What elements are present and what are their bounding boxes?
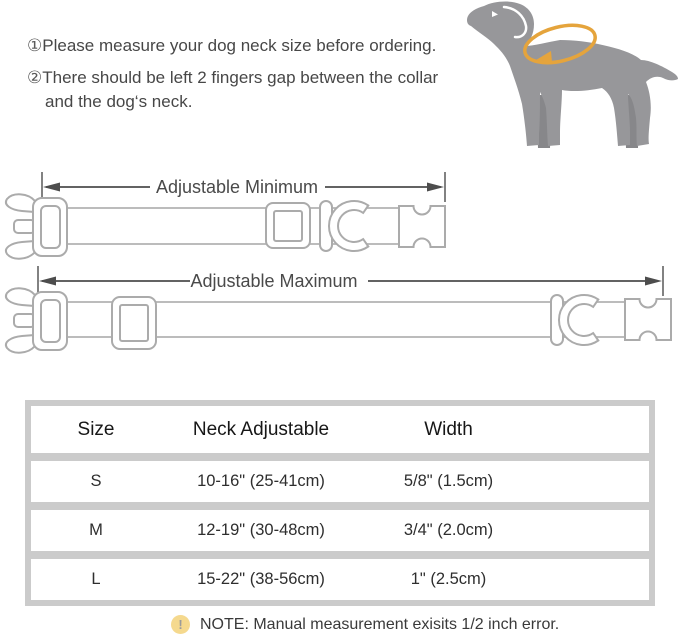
- male-buckle-loop-inner: [41, 206, 60, 248]
- cell-size: L: [91, 570, 101, 588]
- instruction-text-1: Please measure your dog neck size before ordering.: [42, 36, 437, 55]
- cell-neck: 15-22" (38-56cm): [197, 570, 325, 588]
- arrowhead-right-icon: [427, 183, 444, 192]
- alert-icon: !: [171, 615, 190, 634]
- cell-width: 5/8" (1.5cm): [403, 472, 494, 490]
- cell-width: 1" (2.5cm): [410, 570, 487, 588]
- arrowhead-right-icon: [645, 277, 662, 286]
- cell-size: M: [89, 521, 103, 539]
- table-row-m: [31, 510, 649, 551]
- cell-neck: 12-19" (30-48cm): [197, 521, 325, 539]
- male-buckle-prong-middle: [14, 314, 35, 327]
- instruction-item-1: [27, 34, 455, 59]
- male-buckle-prong-bottom: [6, 335, 35, 353]
- diagram-adjustable-maximum: [0, 265, 679, 365]
- dog-body: [467, 2, 678, 146]
- male-buckle-prong-top: [6, 288, 35, 306]
- circled-number-1: ①: [27, 36, 43, 55]
- header-neck-adjustable: Neck Adjustable: [192, 418, 330, 440]
- male-buckle-loop-inner: [41, 300, 60, 342]
- dog-illustration: [460, 0, 679, 162]
- cell-neck: 10-16" (25-41cm): [197, 472, 325, 490]
- female-buckle: [625, 299, 671, 340]
- male-buckle-prong-middle: [14, 220, 35, 233]
- cell-width: 3/4" (2.0cm): [403, 521, 494, 539]
- d-ring: [559, 295, 598, 345]
- measuring-instructions: [27, 34, 455, 122]
- table-row-l: [31, 559, 649, 600]
- table-header-row: [31, 406, 649, 453]
- header-width: Width: [424, 418, 473, 440]
- male-buckle-prong-bottom: [6, 241, 35, 259]
- male-buckle-prong-top: [6, 194, 35, 212]
- cell-size: S: [90, 472, 102, 490]
- instruction-item-2: [27, 66, 455, 115]
- diagram-label-maximum: Adjustable Maximum: [190, 271, 358, 291]
- size-table: [25, 400, 655, 606]
- note-text: NOTE: Manual measurement exisits 1/2 inch error.: [200, 615, 560, 633]
- diagram-adjustable-minimum: [0, 163, 679, 267]
- diagram-label-minimum: Adjustable Minimum: [155, 177, 319, 197]
- arrowhead-left-icon: [39, 277, 56, 286]
- circled-number-2: ②: [27, 67, 43, 87]
- tri-glide-slider-inner: [120, 305, 148, 341]
- measurement-note: [171, 615, 559, 634]
- instruction-text-2: There should be left 2 fingers gap between the collar and the dog‘s neck.: [42, 67, 439, 112]
- table-row-s: [31, 461, 649, 502]
- dog-silhouette-svg: [460, 0, 679, 162]
- arrowhead-left-icon: [43, 183, 60, 192]
- header-size: Size: [77, 418, 115, 440]
- female-buckle: [399, 206, 445, 247]
- tri-glide-slider-inner: [274, 211, 302, 241]
- d-ring: [329, 201, 368, 251]
